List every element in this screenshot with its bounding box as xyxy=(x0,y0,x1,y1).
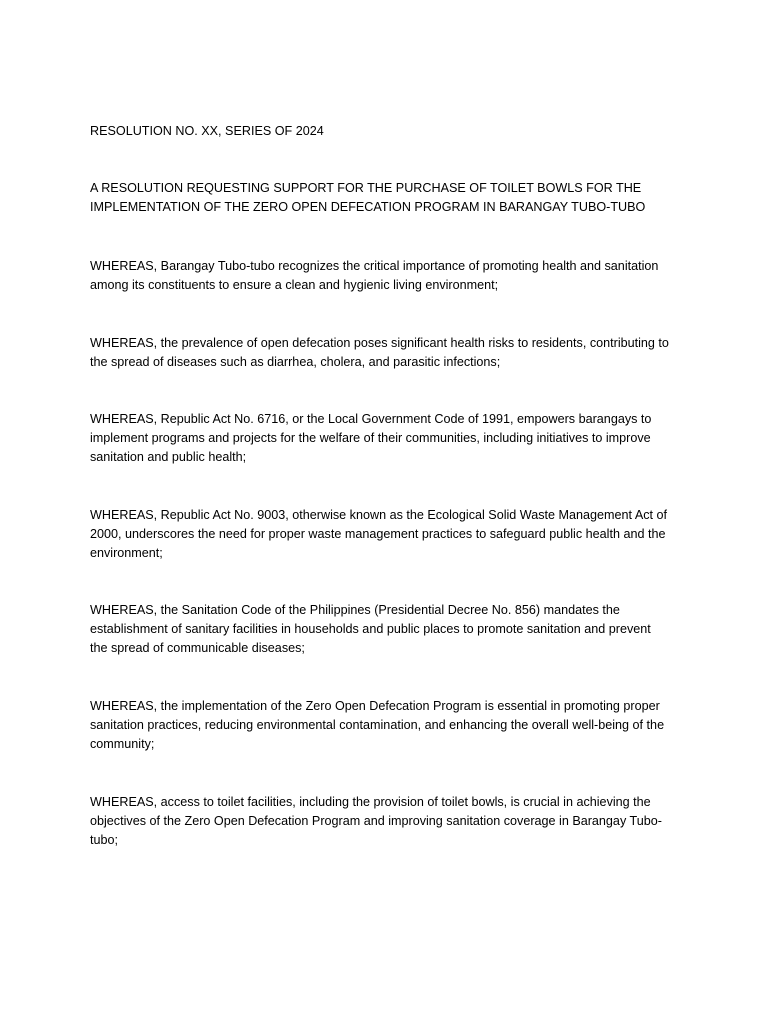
resolution-heading-line: A RESOLUTION REQUESTING SUPPORT FOR THE PURCHASE OF TOILET BOWLS FOR THE xyxy=(90,181,642,195)
whereas-clause xyxy=(90,601,684,659)
whereas-clause-line: implement programs and projects for the welfare of their communities, including initiatives to improve xyxy=(90,431,651,446)
whereas-clause-line: sanitation practices, reducing environmental contamination, and enhancing the overall well-being of the xyxy=(90,718,665,733)
resolution-heading-line: IMPLEMENTATION OF THE ZERO OPEN DEFECATION PROGRAM IN BARANGAY TUBO-TUBO xyxy=(90,200,646,215)
whereas-clause-line: establishment of sanitary facilities in households and public places to promote sanitation and prevent xyxy=(90,622,651,637)
whereas-clause xyxy=(90,410,684,468)
whereas-clause-line: the spread of communicable diseases; xyxy=(90,641,305,656)
whereas-clause-line: WHEREAS, the prevalence of open defecation poses significant health risks to residents, contributing to xyxy=(90,336,669,350)
whereas-clause-line: WHEREAS, Barangay Tubo-tubo recognizes the critical importance of promoting health and sanitation xyxy=(90,259,659,273)
whereas-clause-line: WHEREAS, Republic Act No. 6716, or the Local Government Code of 1991, empowers barangays to xyxy=(90,412,652,426)
whereas-clause-line: objectives of the Zero Open Defecation Program and improving sanitation coverage in Barangay Tubo- xyxy=(90,814,662,829)
whereas-clause-line: among its constituents to ensure a clean and hygienic living environment; xyxy=(90,278,499,293)
whereas-clause xyxy=(90,793,684,851)
whereas-clause xyxy=(90,257,684,295)
whereas-clause-line: tubo; xyxy=(90,833,119,848)
whereas-clause-line: environment; xyxy=(90,546,163,561)
resolution-title xyxy=(90,122,684,141)
whereas-clause xyxy=(90,506,684,564)
whereas-clause xyxy=(90,697,684,755)
whereas-clause xyxy=(90,334,684,372)
whereas-clause-line: 2000, underscores the need for proper waste management practices to safeguard public health and the xyxy=(90,527,666,542)
whereas-clause-line: the spread of diseases such as diarrhea, cholera, and parasitic infections; xyxy=(90,355,501,370)
whereas-clause-line: WHEREAS, access to toilet facilities, including the provision of toilet bowls, is crucial in achieving the xyxy=(90,795,651,809)
resolution-title-text: RESOLUTION NO. XX, SERIES OF 2024 xyxy=(90,124,324,138)
whereas-clause-line: community; xyxy=(90,737,155,752)
resolution-heading xyxy=(90,179,684,217)
whereas-clause-line: sanitation and public health; xyxy=(90,450,247,465)
whereas-clause-line: WHEREAS, Republic Act No. 9003, otherwise known as the Ecological Solid Waste Management Act of xyxy=(90,508,668,522)
whereas-clause-line: WHEREAS, the Sanitation Code of the Philippines (Presidential Decree No. 856) mandates the xyxy=(90,603,620,617)
whereas-clause-line: WHEREAS, the implementation of the Zero Open Defecation Program is essential in promoting proper xyxy=(90,699,660,713)
